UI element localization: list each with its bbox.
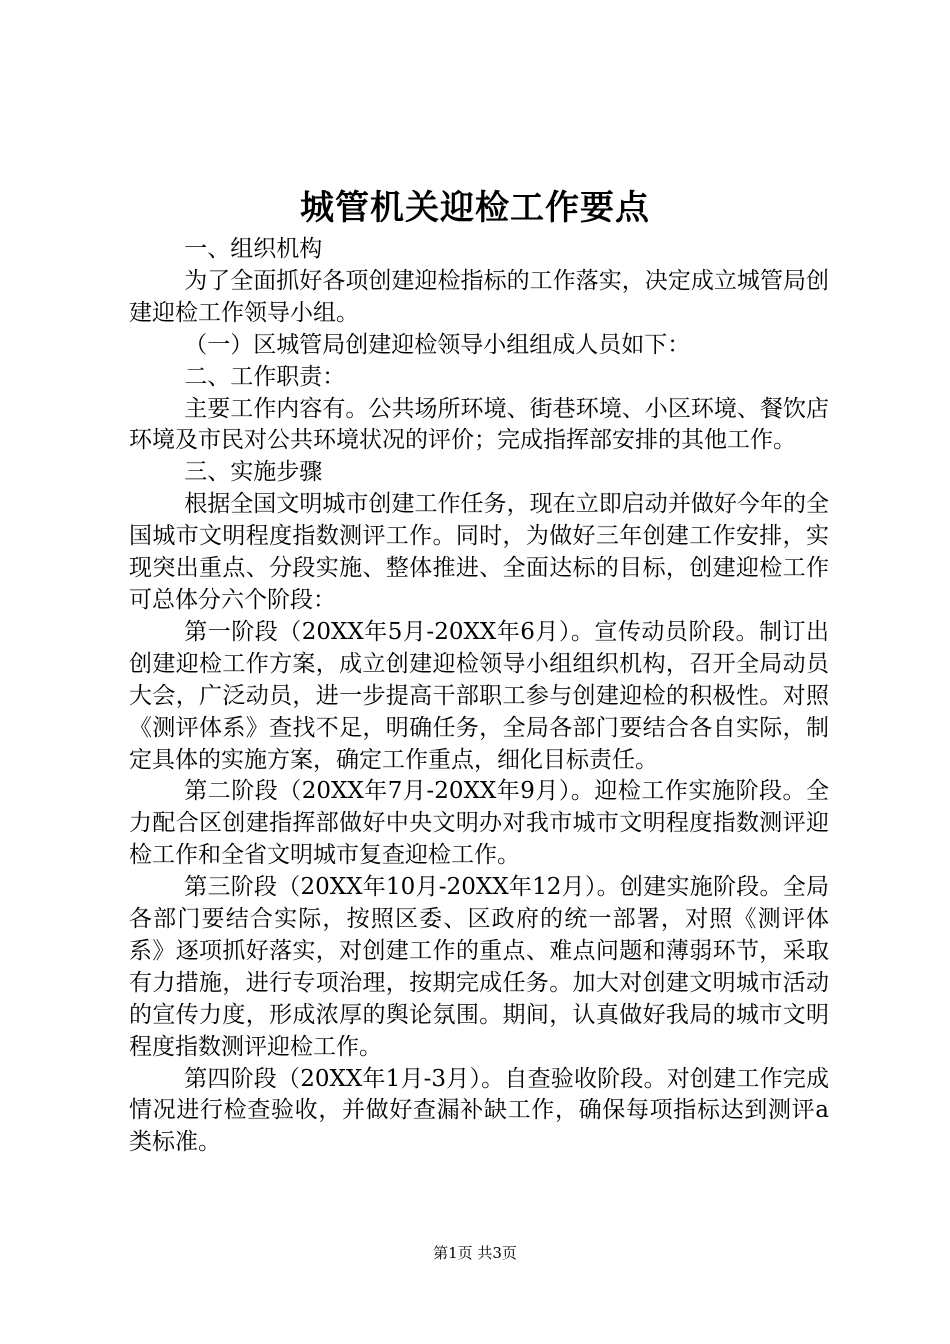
document-title: 城管机关迎检工作要点: [300, 188, 650, 228]
document-body: [129, 234, 829, 1159]
paragraph-phase-three: 第三阶段（20XX年10月-20XX年12月）。创建实施阶段。全局各部门要结合实际，按照区委、区政府的统一部署，对照《测评体系》逐项抓好落实，对创建工作的重点、难点问题和薄弱环节，采取有力措施，进行专项治理，按期完成任务。加大对创建文明城市活动的宣传力度，形成浓厚的舆论氛围。期间，认真做好我局的城市文明程度指数测评迎检工作。: [129, 874, 829, 1060]
paragraph-phase-four: 第四阶段（20XX年1月-3月）。自查验收阶段。对创建工作完成情况进行检查验收，并做好查漏补缺工作，确保每项指标达到测评a类标准。: [129, 1065, 829, 1156]
page-footer: 第1页 共3页: [433, 1244, 517, 1262]
section-heading-organization: 一、组织机构: [184, 236, 323, 262]
section-heading-steps: 三、实施步骤: [184, 459, 323, 486]
paragraph-duties: 主要工作内容有。公共场所环境、街巷环境、小区环境、餐饮店环境及市民对公共环境状况的评价；完成指挥部安排的其他工作。: [129, 395, 829, 454]
paragraph-leadership-group: （一）区城管局创建迎检领导小组组成人员如下：: [184, 331, 691, 358]
paragraph-phase-one: 第一阶段（20XX年5月-20XX年6月）。宣传动员阶段。制订出创建迎检工作方案，成立创建迎检领导小组组织机构，召开全局动员大会，广泛动员，进一步提高干部职工参与创建迎检的积极性。对照《测评体系》查找不足，明确任务，全局各部门要结合各自实际，制定具体的实施方案，确定工作重点，细化目标责任。: [129, 618, 829, 773]
section-heading-duties: 二、工作职责：: [184, 363, 346, 390]
paragraph-phase-two: 第二阶段（20XX年7月-20XX年9月）。迎检工作实施阶段。全力配合区创建指挥部做好中央文明办对我市城市文明程度指数测评迎检工作和全省文明城市复查迎检工作。: [129, 778, 829, 869]
paragraph-steps-intro: 根据全国文明城市创建工作任务，现在立即启动并做好今年的全国城市文明程度指数测评工作。同时，为做好三年创建工作安排，实现突出重点、分段实施、整体推进、全面达标的目标，创建迎检工作可总体分六个阶段：: [129, 491, 829, 613]
paragraph-organization: 为了全面抓好各项创建迎检指标的工作落实，决定成立城管局创建迎检工作领导小组。: [129, 267, 829, 326]
